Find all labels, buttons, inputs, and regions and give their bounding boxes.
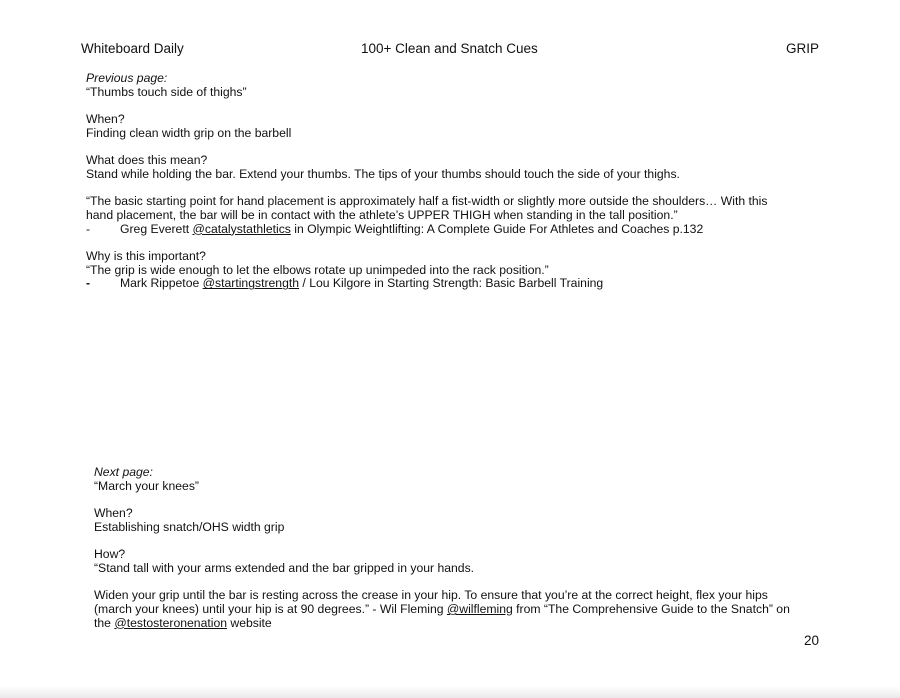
citation-author: Mark Rippetoe (120, 276, 203, 291)
next-page-label: Next page: (94, 465, 153, 479)
previous-page-label: Previous page: (86, 71, 168, 85)
page-number: 20 (803, 633, 819, 648)
viewer-bottom-edge (0, 686, 900, 698)
widen-line3 (94, 617, 824, 631)
next-page-cue: “March your knees” (94, 478, 199, 493)
widen-line2-text: (march your knees) until your hip is at 90 degrees.” - Wil Fleming (94, 601, 447, 616)
wilfleming-link[interactable]: @wilfleming (446, 601, 513, 616)
how-label: How? (94, 547, 126, 562)
quote-rippetoe: “The grip is wide enough to let the elbows rotate up unimpeded into the rack position.” (86, 262, 549, 277)
citation-author: Greg Everett (120, 221, 193, 236)
citation-rippetoe (86, 277, 816, 291)
cue-block-next (94, 466, 824, 630)
how-text: “Stand tall with your arms extended and the bar gripped in your hands. (94, 560, 475, 575)
meaning-label: What does this mean? (86, 153, 208, 168)
when-text: Finding clean width grip on the barbell (86, 125, 292, 140)
widen-line2 (94, 603, 824, 617)
header-publication: Whiteboard Daily (81, 41, 184, 56)
widen-line1: Widen your grip until the bar is resting across the crease in your hip. To ensure that you’re at the correct height, flex your hips (94, 588, 768, 603)
citation-source: in Olympic Weightlifting: A Complete Guide For Athletes and Coaches p.132 (290, 221, 704, 236)
widen-line3-text: the (94, 615, 115, 630)
header-section: GRIP (785, 41, 819, 56)
startingstrength-link[interactable]: @startingstrength (202, 276, 300, 291)
citation-dash: - (86, 221, 91, 236)
citation-source: / Lou Kilgore in Starting Strength: Basic Barbell Training (299, 276, 604, 291)
header-title: 100+ Clean and Snatch Cues (361, 41, 538, 56)
citation-dash: - (86, 276, 91, 291)
widen-line2-source: from “The Comprehensive Guide to the Snatch” on (512, 601, 790, 616)
when-label: When? (86, 112, 125, 127)
catalystathletics-link[interactable]: @catalystathletics (192, 221, 291, 236)
when-text: Establishing snatch/OHS width grip (94, 519, 285, 534)
cue-block-previous (86, 72, 816, 291)
quote-everett-line1: “The basic starting point for hand placement is approximately half a fist-width or slightly more outside the shoulders… With this (86, 194, 768, 209)
citation-everett (86, 223, 816, 237)
testosteronenation-link[interactable]: @testosteronenation (114, 615, 227, 630)
when-label: When? (94, 506, 133, 521)
previous-page-cue: “Thumbs touch side of thighs” (86, 84, 247, 99)
widen-line3-suffix: website (227, 615, 272, 630)
quote-everett-line2: hand placement, the bar will be in contact with the athlete’s UPPER THIGH when standing in the tall position.” (86, 207, 678, 222)
meaning-text: Stand while holding the bar. Extend your thumbs. The tips of your thumbs should touch the side of your thighs. (86, 166, 680, 181)
important-label: Why is this important? (86, 249, 206, 264)
